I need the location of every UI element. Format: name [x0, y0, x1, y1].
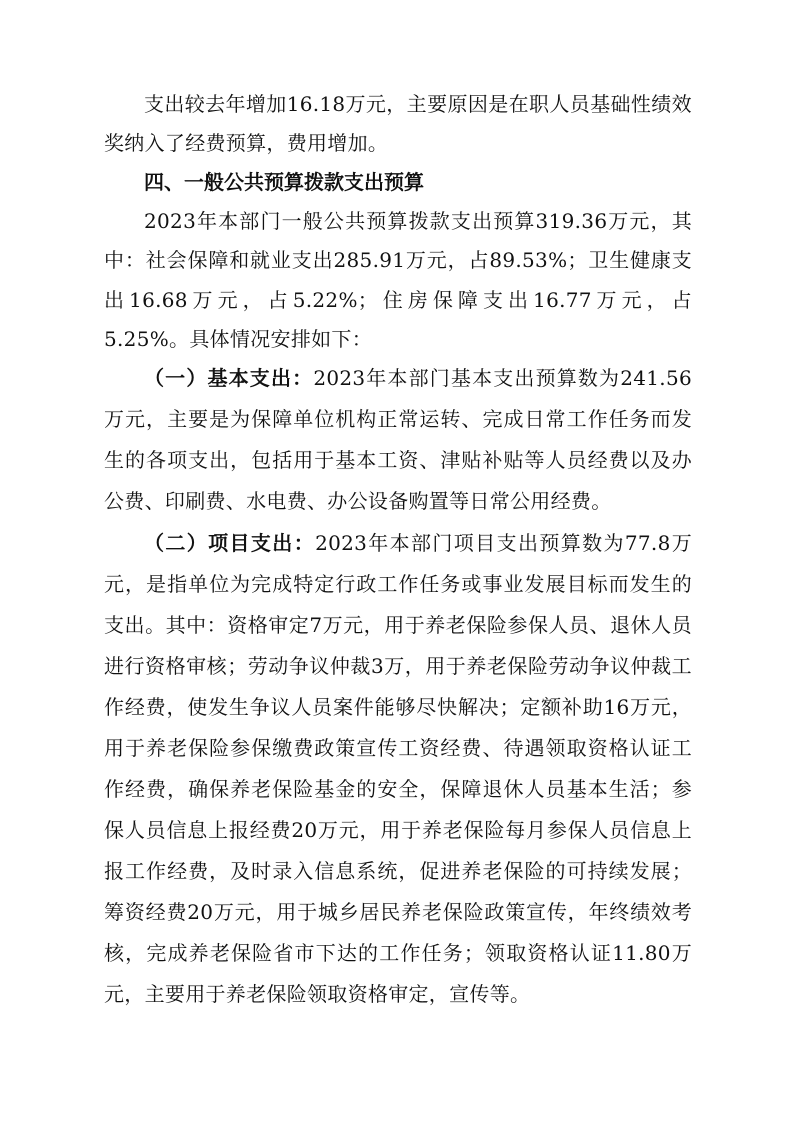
- basic-expenditure-label: （一）基本支出：: [144, 366, 314, 390]
- section-heading: 四、一般公共预算拨款支出预算: [144, 170, 424, 194]
- basic-expenditure-text: 2023年本部门基本支出预算数为241.56万元，主要是为保障单位机构正常运转、完成日常工作任务而发生的各项支出，包括用于基本工资、津贴补贴等人员经费以及办公费、印刷费、水电费、办公设备购置等日常公用经费。: [104, 366, 693, 513]
- project-expenditure-label: （二）项目支出：: [144, 531, 316, 555]
- intro-paragraph: 支出较去年增加16.18万元，主要原因是在职人员基础性绩效奖纳入了经费预算，费用增加。: [104, 92, 692, 156]
- project-expenditure-paragraph: [104, 523, 692, 1015]
- basic-expenditure-paragraph: [104, 358, 692, 522]
- summary-paragraph: 2023年本部门一般公共预算拨款支出预算319.36万元，其中：社会保障和就业支出285.91万元，占89.53%；卫生健康支出16.68万元，占5.22%；住房保障支出16.77万元，占5.25%。具体情况安排如下：: [104, 209, 692, 351]
- project-expenditure-text: 2023年本部门项目支出预算数为77.8万元，是指单位为完成特定行政工作任务或事业发展目标而发生的支出。其中：资格审定7万元，用于养老保险参保人员、退休人员进行资格审核；劳动争议仲裁3万，用于养老保险劳动争议仲裁工作经费，使发生争议人员案件能够尽快解决；定额补助16万元，用于养老保险参保缴费政策宣传工资经费、待遇领取资格认证工作经费，确保养老保险基金的安全，保障退休人员基本生活；参保人员信息上报经费20万元，用于养老保险每月参保人员信息上报工作经费，及时录入信息系统，促进养老保险的可持续发展；筹资经费20万元，用于城乡居民养老保险政策宣传，年终绩效考核，完成养老保险省市下达的工作任务；领取资格认证11.80万元，主要用于养老保险领取资格审定，宣传等。: [104, 531, 692, 1006]
